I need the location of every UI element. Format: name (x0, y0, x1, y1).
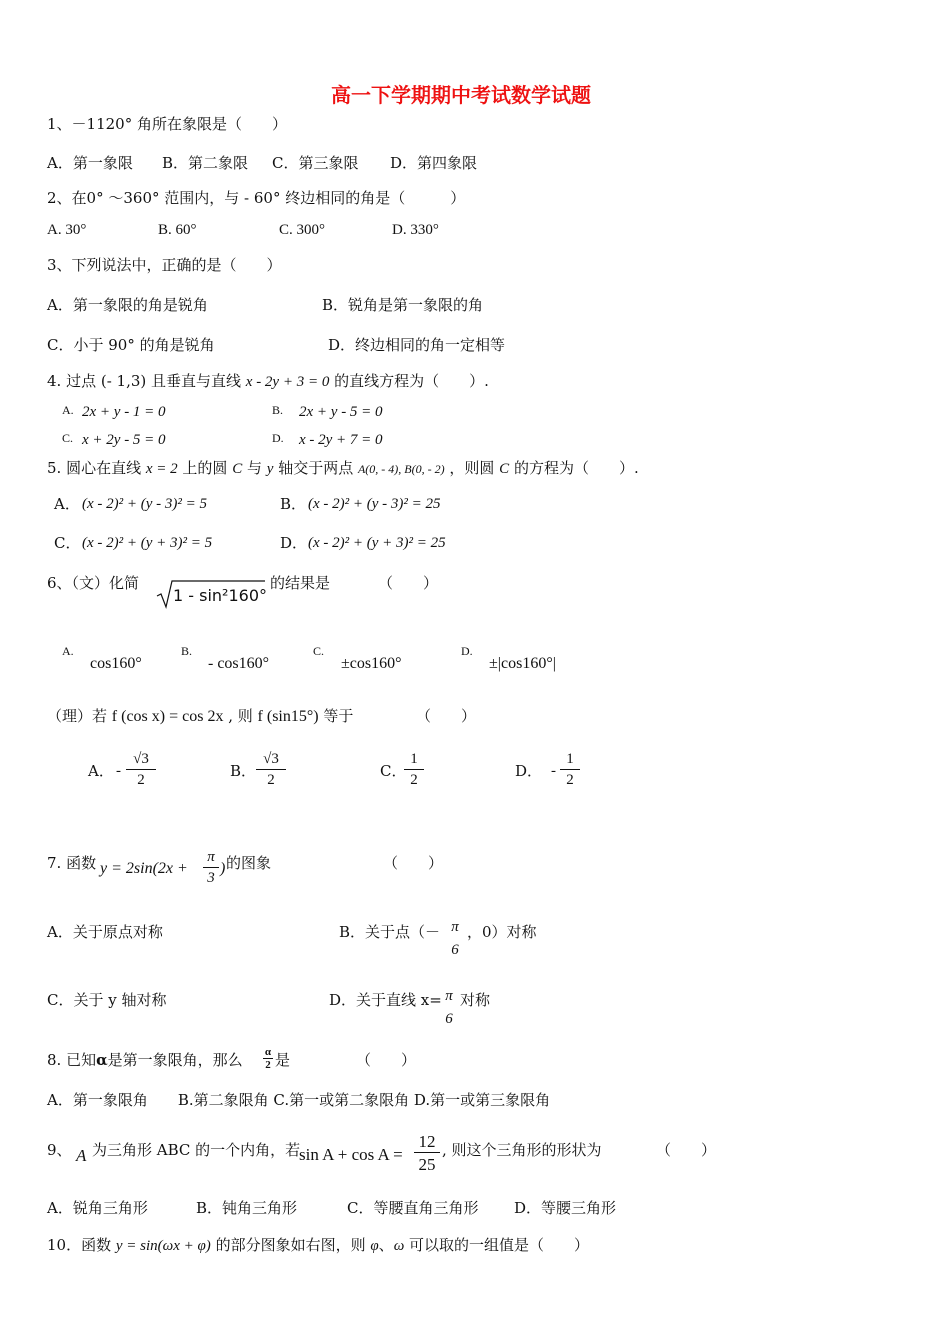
q2-option-d: D. 330° (392, 222, 439, 238)
q7-option-b-a: B．关于点（－ (339, 923, 441, 941)
q6-li-option-b-frac (256, 752, 286, 788)
q9-option-b: B．钝角三角形 (196, 1199, 298, 1217)
q7-pi: π (203, 850, 219, 868)
q7-option-d-pi: π (445, 988, 453, 1004)
q3-option-d: D．终边相同的角一定相等 (328, 336, 506, 354)
q6-li-option-a-label: A． (88, 762, 114, 780)
q8-half-den: 2 (265, 1059, 271, 1071)
q10-phi: φ (370, 1238, 379, 1254)
q4-option-d-label: D. (272, 431, 284, 445)
q7-pi-over-3 (203, 850, 219, 886)
q8-options: A．第一象限角 B.第二象限角 C.第一或第二象限角 D.第一或第三象限角 (47, 1091, 551, 1109)
q9-num: 12 (414, 1133, 440, 1153)
q5-stem (47, 461, 639, 477)
q4-stem-a: 4. 过点 (- 1,3) 且垂直与直线 (47, 372, 246, 390)
q9-den: 25 (418, 1155, 436, 1174)
q10-stem (47, 1238, 589, 1254)
q2-stem: 2、在0° ～360° 范围内，与 - 60° 终边相同的角是（ ） (47, 189, 466, 207)
q3-option-b: B．锐角是第一象限的角 (322, 296, 484, 314)
q6-li-c: 等于 (318, 707, 354, 725)
page-title: 高一下学期期中考试数学试题 (331, 83, 591, 107)
q9-expr: sin A + cos A = (299, 1145, 403, 1164)
q6-li-option-a-den: 2 (137, 772, 145, 788)
q7-expr-a: y = 2sin(2x + (100, 860, 188, 877)
q9-frac (414, 1133, 440, 1173)
q5-circle-c: C (232, 461, 243, 477)
q5-option-c-eq: (x - 2)² + (y + 3)² = 5 (82, 535, 213, 551)
q6-li-option-c-label: C． (380, 762, 407, 780)
q7-option-b-six: 6 (451, 942, 459, 958)
q1-option-c: C．第三象限 (272, 154, 359, 172)
q4-line-equation: x - 2y + 3 = 0 (245, 374, 330, 390)
q6-li-expr2: f (sin15°) (257, 708, 319, 725)
q6-li-option-c-num: 1 (404, 752, 424, 770)
q8-stem-a: 8. 已知 (47, 1051, 97, 1069)
q8-paren: （ ） (356, 1051, 417, 1069)
q5-option-b-eq: (x - 2)² + (y - 3)² = 25 (308, 496, 441, 512)
q5-option-d-label: D． (280, 534, 308, 552)
q2-option-c: C. 300° (279, 222, 326, 238)
q6-stem-a: 6、（文）化简 (47, 574, 140, 592)
q9-option-d: D．等腰三角形 (514, 1199, 617, 1217)
q6-option-c-label: C. (313, 644, 325, 658)
q9-stem-a: 9、 (47, 1141, 72, 1159)
q6-li-b: , 则 (223, 707, 258, 725)
q9-stem-b: 为三角形 ABC 的一个内角，若 (92, 1141, 301, 1159)
q3-stem: 3、下列说法中，正确的是（ ） (47, 256, 282, 274)
q4-option-b-label: B. (272, 403, 284, 417)
q6-li-option-a-frac (126, 752, 156, 788)
q5-stem-d: 轴交于两点 (273, 459, 358, 477)
q6-li-option-c-den: 2 (410, 772, 418, 788)
q6-li-a: （理）若 (47, 707, 112, 725)
q7-option-d-b: 对称 (460, 991, 491, 1009)
q6-option-c-val: ±cos160° (341, 655, 402, 672)
q10-stem-a: 10．函数 (47, 1236, 116, 1254)
q4-stem (47, 374, 489, 390)
q4-option-a-eq: 2x + y - 1 = 0 (82, 404, 166, 420)
q3-option-a: A．第一象限的角是锐角 (47, 296, 208, 314)
q9-a: A (76, 1146, 87, 1165)
q6-option-a-val: cos160° (90, 655, 142, 672)
q1-option-b: B．第二象限 (162, 154, 249, 172)
q6-li-option-d-frac (560, 752, 580, 788)
q5-y: y (266, 461, 274, 477)
q7-option-d-a: D．关于直线 x= (329, 991, 442, 1009)
q5-line: x = 2 (145, 461, 178, 477)
q9-option-a: A．锐角三角形 (47, 1199, 148, 1217)
q6-option-d-label: D. (461, 644, 473, 658)
q4-stem-b: 的直线方程为（ ）. (329, 372, 489, 390)
q7-option-b-pi: π (451, 919, 459, 935)
q2-option-b: B. 60° (158, 222, 197, 238)
q9-paren: （ ） (656, 1141, 717, 1159)
q6-li-option-b-den: 2 (267, 772, 275, 788)
q4-option-d-eq: x - 2y + 7 = 0 (299, 432, 383, 448)
q6-radicand: 1 - sin²160° (173, 586, 267, 605)
q6-li-option-b-label: B． (230, 762, 257, 780)
q5-option-b-label: B． (280, 495, 307, 513)
q6-paren: （ ） (378, 574, 439, 592)
q5-stem-f: 的方程为（ ）. (509, 459, 639, 477)
q10-omega: ω (393, 1238, 405, 1254)
q1-option-a: A．第一象限 (47, 154, 133, 172)
q4-option-b-eq: 2x + y - 5 = 0 (299, 404, 383, 420)
q6-stem-b: 的结果是 (270, 574, 331, 592)
q6-option-b-label: B. (181, 644, 193, 658)
q7-option-a: A．关于原点对称 (47, 923, 163, 941)
q7-stem-a: 7. 函数 (47, 854, 97, 872)
q5-option-c-label: C． (54, 534, 81, 552)
q9-stem-c: , 则这个三角形的形状为 (442, 1141, 602, 1159)
q6-li-option-b-num: √3 (256, 752, 286, 770)
q8-stem-c: 是 (275, 1051, 291, 1069)
q7-stem-b: 的图象 (226, 854, 272, 872)
q2-option-a: A. 30° (47, 222, 87, 238)
q4-option-c-label: C. (62, 431, 74, 445)
q5-option-d-eq: (x - 2)² + (y + 3)² = 25 (308, 535, 446, 551)
q3-option-c: C．小于 90° 的角是锐角 (47, 336, 215, 354)
q10-sep: 、 (378, 1236, 394, 1254)
q7-option-b-b: ，0）对称 (467, 923, 537, 941)
q7-expr-b: ) (220, 860, 226, 877)
q5-stem-b: 上的圆 (177, 459, 233, 477)
q7-option-b-frac (447, 920, 463, 958)
q7-three: 3 (207, 870, 215, 886)
q6-option-a-label: A. (62, 644, 74, 658)
q5-stem-a: 5. 圆心在直线 (47, 459, 146, 477)
q9-option-c: C．等腰直角三角形 (347, 1199, 479, 1217)
q10-stem-b: 的部分图象如右图，则 (210, 1236, 371, 1254)
q7-option-d-frac (441, 989, 457, 1027)
q6-li-option-d-den: 2 (566, 772, 574, 788)
q6-li-paren: （ ） (416, 707, 477, 725)
q1-stem: 1、－1120° 角所在象限是（ ） (47, 115, 287, 133)
q6-li-stem (47, 709, 353, 725)
q7-option-c: C．关于 y 轴对称 (47, 991, 167, 1009)
q6-option-d-val: ±|cos160°| (489, 655, 556, 672)
q8-stem (47, 1053, 243, 1068)
q6-li-option-d-num: 1 (560, 752, 580, 770)
q6-li-option-a-num: √3 (126, 752, 156, 770)
q8-alpha: α (96, 1051, 108, 1069)
q5-circle-c2: C (499, 461, 510, 477)
q4-option-a-label: A. (62, 403, 74, 417)
q6-option-b-val: - cos160° (208, 655, 270, 672)
q6-li-option-d-label: D． (515, 762, 543, 780)
q10-expr: y = sin(ωx + φ) (115, 1238, 211, 1254)
q5-option-a-eq: (x - 2)² + (y - 3)² = 5 (82, 496, 208, 512)
q7-option-d-six: 6 (445, 1011, 453, 1027)
q6-li-expr: f (cos x) = cos 2x (111, 708, 224, 725)
q6-li-option-c-frac (404, 752, 424, 788)
q1-option-d: D．第四象限 (390, 154, 478, 172)
q8-half-num: α (264, 1046, 272, 1058)
q5-stem-c: 与 (242, 459, 267, 477)
q6-li-option-d-sign: - (551, 763, 556, 779)
q10-stem-c: 可以取的一组值是（ ） (404, 1236, 590, 1254)
q5-points: A(0, - 4), B(0, - 2) (357, 462, 445, 476)
q5-option-a-label: A． (54, 495, 80, 513)
q8-half-alpha (263, 1047, 273, 1071)
q4-option-c-eq: x + 2y - 5 = 0 (82, 432, 166, 448)
q5-stem-e: ，则圆 (444, 459, 500, 477)
q6-li-option-a-sign: - (116, 763, 121, 779)
q8-stem-b: 是第一象限角，那么 (107, 1051, 243, 1069)
q7-paren: （ ） (383, 854, 444, 872)
